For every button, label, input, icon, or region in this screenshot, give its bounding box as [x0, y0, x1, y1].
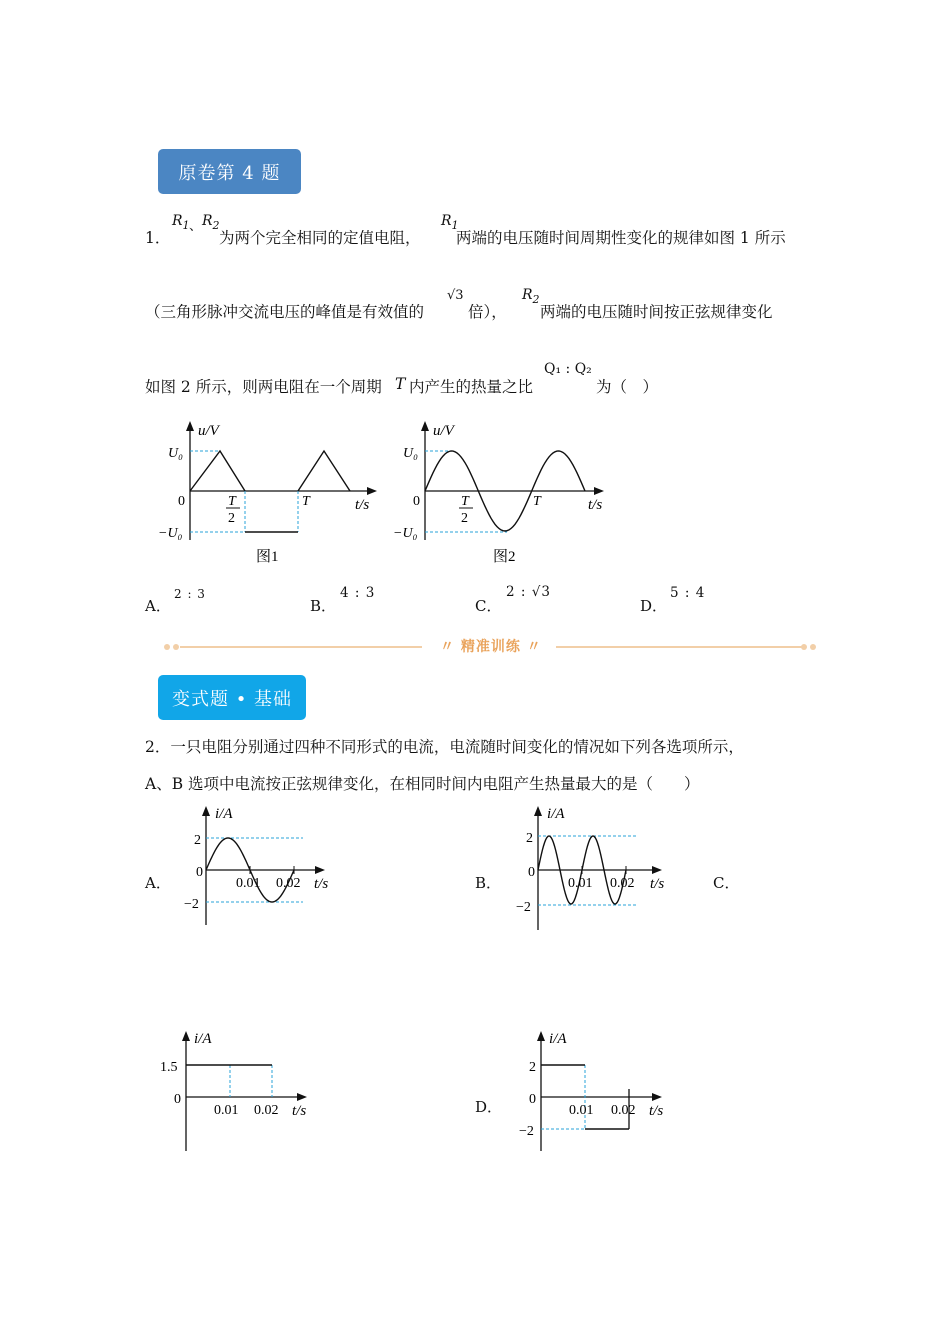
q1-option-d-letter[interactable]: D．	[640, 597, 668, 615]
fig1-half-num: T	[228, 494, 236, 509]
figure-1	[150, 415, 390, 570]
divider-dot-right-1	[801, 644, 807, 650]
fig1-T: T	[302, 494, 310, 509]
option-d-top: 2	[529, 1060, 536, 1075]
q2-line2: A、B 选项中电流按正弦规律变化，在相同时间内电阻产生热量最大的是（ ）	[145, 775, 700, 793]
option-b-ylabel: i/A	[547, 806, 565, 822]
option-b-zero: 0	[528, 865, 535, 880]
option-b-xlabel: t/s	[650, 876, 665, 892]
q1-option-b-letter[interactable]: B．	[310, 597, 337, 615]
q1-line1-b: 两端的电压随时间周期性变化的规律如图 1 所示	[456, 229, 786, 247]
q1-r2: $R_2$	[202, 213, 220, 232]
divider-line-right	[556, 646, 804, 648]
option-a-ylabel: i/A	[215, 806, 233, 822]
figure-2	[385, 415, 625, 570]
q2-option-b-graph[interactable]	[500, 800, 675, 935]
q2-line1: 2．一只电阻分别通过四种不同形式的电流，电流随时间变化的情况如下列各选项所示，	[145, 738, 744, 756]
option-c-x2: 0.02	[254, 1103, 279, 1118]
sqrt3-label: √3	[447, 288, 464, 303]
heat-ratio: Q₁ : Q₂	[544, 361, 592, 377]
fig2-caption: 图2	[493, 549, 516, 565]
q2-option-d-letter[interactable]: D．	[475, 1098, 503, 1116]
q1-line3-a: 如图 2 所示，则两电阻在一个周期	[145, 378, 382, 396]
fig2-u0: U₀	[403, 446, 418, 461]
q2-option-b-letter[interactable]: B．	[475, 874, 502, 892]
section-tag-variant: 变式题 • 基础	[158, 675, 306, 720]
option-b-top: 2	[526, 831, 533, 846]
q2-option-a-letter[interactable]: A．	[145, 874, 171, 892]
q2-option-a-graph[interactable]	[168, 800, 338, 930]
option-c-x1: 0.01	[214, 1103, 239, 1118]
q1-option-c-value[interactable]: 2 : √3	[506, 584, 551, 600]
divider-title: 〃 精准训练 〃	[440, 639, 542, 655]
option-c-xlabel: t/s	[292, 1103, 307, 1119]
option-d-x2: 0.02	[611, 1103, 636, 1118]
q1-line2-a: （三角形脉冲交流电压的峰值是有效值的	[145, 303, 425, 321]
fig1-zero: 0	[178, 494, 185, 509]
option-a-zero: 0	[196, 865, 203, 880]
option-d-xlabel: t/s	[649, 1103, 664, 1119]
fig1-u0: U₀	[168, 446, 183, 461]
option-d-ylabel: i/A	[549, 1031, 567, 1047]
q1-line3-b: 内产生的热量之比	[409, 378, 534, 396]
option-a-x2: 0.02	[276, 876, 301, 891]
q1-line3-T: T	[395, 375, 406, 393]
divider-dot-right-2	[810, 644, 816, 650]
q2-option-d-graph[interactable]	[505, 1025, 680, 1155]
option-a-bottom: −2	[184, 897, 199, 912]
fig1-ylabel: u/V	[198, 423, 219, 439]
option-d-bottom: −2	[519, 1124, 534, 1139]
option-a-x1: 0.01	[236, 876, 261, 891]
option-a-top: 2	[194, 833, 201, 848]
fig2-T: T	[533, 494, 541, 509]
q1-option-d-value[interactable]: 5 : 4	[670, 585, 706, 601]
q1-number: 1．	[145, 229, 171, 247]
option-b-x1: 0.01	[568, 876, 593, 891]
fig2-half-den: 2	[461, 511, 468, 526]
q1-option-a-value[interactable]: 2 : 3	[174, 587, 206, 601]
q2-option-c-letter[interactable]: C．	[713, 874, 740, 892]
q1-line2-b: 倍），	[468, 303, 507, 321]
option-a-xlabel: t/s	[314, 876, 329, 892]
fig2-ylabel: u/V	[433, 423, 454, 439]
q1-line1-a: 为两个完全相同的定值电阻，	[219, 229, 421, 247]
q1-r1: $R_1$	[172, 213, 190, 232]
fig1-caption: 图1	[256, 549, 279, 565]
divider-line-left	[180, 646, 422, 648]
option-c-top: 1.5	[160, 1060, 178, 1075]
divider-dot-left-2	[173, 644, 179, 650]
q1-separator: 、	[189, 219, 203, 234]
divider-dot-left-1	[164, 644, 170, 650]
q1-option-b-value[interactable]: 4 : 3	[340, 585, 376, 601]
fig1-xlabel: t/s	[355, 497, 370, 513]
q2-option-c-graph[interactable]	[150, 1025, 325, 1155]
option-b-x2: 0.02	[610, 876, 635, 891]
option-c-ylabel: i/A	[194, 1031, 212, 1047]
q1-option-a-letter[interactable]: A．	[145, 597, 171, 615]
fig2-zero: 0	[413, 494, 420, 509]
q1-line2-c: 两端的电压随时间按正弦规律变化	[540, 303, 773, 321]
q1-line1-r1: $R_1$	[441, 213, 459, 232]
fig1-half-den: 2	[228, 511, 235, 526]
option-d-zero: 0	[529, 1092, 536, 1107]
option-c-zero: 0	[174, 1092, 181, 1107]
q1-line2-r2: $R_2$	[522, 287, 540, 306]
fig2-neg-u0: −U₀	[393, 526, 418, 541]
q1-option-c-letter[interactable]: C．	[475, 597, 502, 615]
q1-line3-c: 为（ ）	[596, 378, 659, 396]
fig1-neg-u0: −U₀	[158, 526, 183, 541]
option-d-x1: 0.01	[569, 1103, 594, 1118]
option-b-bottom: −2	[516, 900, 531, 915]
section-tag-original: 原卷第 4 题	[158, 149, 301, 194]
fig2-xlabel: t/s	[588, 497, 603, 513]
fig2-half-num: T	[461, 494, 469, 509]
